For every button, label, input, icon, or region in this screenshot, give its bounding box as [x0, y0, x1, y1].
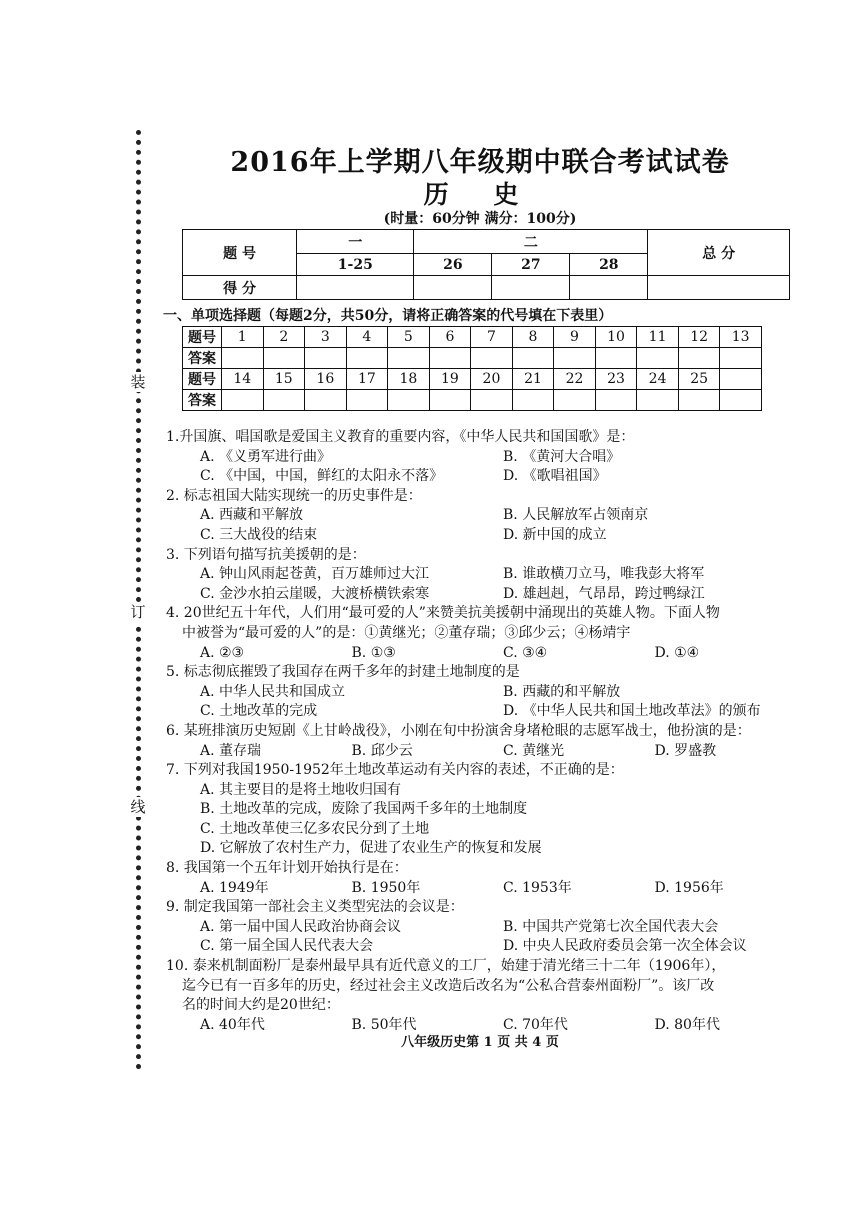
answer-cell[interactable] [720, 390, 762, 411]
answer-num: 23 [595, 369, 637, 390]
score-cell[interactable] [492, 276, 570, 300]
answer-cell[interactable] [720, 348, 762, 369]
answer-num: 13 [720, 327, 762, 348]
option-b: B. 土地改革的完成，废除了我国两千多年的土地制度 [200, 801, 528, 818]
answer-num: 22 [554, 369, 596, 390]
answer-cell[interactable] [678, 390, 720, 411]
answer-cell[interactable] [222, 390, 264, 411]
question-stem-continued: 中被誉为“最可爱的人”的是：①黄继光；②董存瑞；③邱少云；④杨靖宇 [182, 624, 631, 641]
option-a: A. 《义勇军进行曲》 [200, 448, 332, 465]
question-8 [166, 859, 806, 898]
question-stem: 5. 标志彻底摧毁了我国存在两千多年的封建土地制度的是 [166, 664, 520, 681]
answer-num: 6 [429, 327, 471, 348]
option-a: A. 第一届中国人民政治协商会议 [200, 918, 402, 935]
answer-cell[interactable] [637, 348, 679, 369]
binding-char-ding: 订 [128, 602, 148, 622]
option-b: B. 邱少云 [351, 742, 413, 759]
options [166, 918, 806, 957]
option-c: C. 1953年 [503, 879, 572, 896]
answer-num: 10 [595, 327, 637, 348]
option-c: C. 土地改革使三亿多农民分到了土地 [200, 820, 430, 837]
options [166, 448, 806, 487]
answer-num-label: 题号 [183, 369, 222, 390]
option-c: C. 《中国，中国，鲜红的太阳永不落》 [200, 468, 444, 485]
option-a: A. ②③ [200, 644, 245, 661]
answer-cell[interactable] [429, 390, 471, 411]
option-d: D. 《歌唱祖国》 [503, 468, 607, 485]
score-subcol: 27 [492, 254, 570, 276]
score-col-label: 题 号 [183, 230, 297, 276]
option-b: B. 人民解放军占领南京 [503, 507, 649, 524]
answer-num: 2 [263, 327, 305, 348]
score-cell[interactable] [414, 276, 492, 300]
option-c: C. 第一届全国人民代表大会 [200, 938, 374, 955]
question-10 [166, 957, 806, 1035]
option-d: D. 80年代 [654, 1016, 720, 1033]
answer-cell[interactable] [595, 348, 637, 369]
answer-cell[interactable] [305, 348, 347, 369]
answer-ans-label: 答案 [183, 348, 222, 369]
option-c: C. 70年代 [503, 1016, 568, 1033]
option-d: D. 中央人民政府委员会第一次全体会议 [503, 938, 747, 955]
question-1 [166, 428, 806, 487]
answer-cell[interactable] [678, 348, 720, 369]
score-row-label: 得 分 [183, 276, 297, 300]
answer-num: 7 [471, 327, 513, 348]
option-d: D. 1956年 [654, 879, 724, 896]
answer-num [720, 369, 762, 390]
options [166, 644, 806, 664]
answer-num: 9 [554, 327, 596, 348]
option-c: C. 三大战役的结束 [200, 526, 318, 543]
option-c: C. 黄继光 [503, 742, 565, 759]
answer-cell[interactable] [554, 390, 596, 411]
score-section-two: 二 [414, 230, 648, 254]
answer-num: 1 [222, 327, 264, 348]
score-section-one: 一 [297, 230, 414, 254]
option-d: D. 新中国的成立 [503, 526, 607, 543]
options [166, 742, 806, 762]
option-b: B. 50年代 [351, 1016, 417, 1033]
answer-num: 21 [512, 369, 554, 390]
binding-char-zhuang: 装 [128, 372, 148, 392]
answer-num: 12 [678, 327, 720, 348]
option-b: B. 《黄河大合唱》 [503, 448, 621, 465]
answer-cell[interactable] [595, 390, 637, 411]
exam-time-info: (时量：60分钟 满分：100分) [383, 211, 577, 227]
answer-table [182, 326, 762, 411]
answer-num: 16 [305, 369, 347, 390]
answer-cell[interactable] [429, 348, 471, 369]
answer-num: 8 [512, 327, 554, 348]
question-5 [166, 663, 806, 722]
answer-cell[interactable] [512, 390, 554, 411]
option-a: A. 中华人民共和国成立 [200, 683, 346, 700]
answer-cell[interactable] [346, 390, 388, 411]
option-c: C. 土地改革的完成 [200, 703, 318, 720]
answer-num: 5 [388, 327, 430, 348]
options [166, 781, 806, 859]
binding-dotted-line [136, 130, 141, 1070]
answer-cell[interactable] [305, 390, 347, 411]
option-a: A. 董存瑞 [200, 742, 262, 759]
exam-title: 2016年上学期八年级期中联合考试试卷 [230, 147, 730, 178]
option-d: D. ①④ [654, 644, 700, 661]
exam-subject: 历 史 [423, 180, 537, 209]
question-7 [166, 761, 806, 859]
score-cell[interactable] [297, 276, 414, 300]
answer-num: 15 [263, 369, 305, 390]
question-stem: 4. 20世纪五十年代，人们用“最可爱的人”来赞美抗美援朝中涌现出的英雄人物。下面人物 [166, 605, 720, 622]
option-a: A. 西藏和平解放 [200, 507, 304, 524]
score-cell[interactable] [570, 276, 648, 300]
option-a: A. 钟山风雨起苍黄，百万雄师过大江 [200, 566, 430, 583]
options [166, 565, 806, 604]
question-9 [166, 898, 806, 957]
options [166, 506, 806, 545]
question-6 [166, 722, 806, 761]
answer-cell[interactable] [512, 348, 554, 369]
option-a: A. 1949年 [200, 879, 269, 896]
option-c: C. ③④ [503, 644, 548, 661]
question-3 [166, 546, 806, 605]
answer-num: 24 [637, 369, 679, 390]
answer-cell[interactable] [388, 348, 430, 369]
option-c: C. 金沙水拍云崖暖，大渡桥横铁索寒 [200, 585, 430, 602]
score-total-label: 总 分 [648, 230, 790, 276]
option-d: D. 雄赳赳，气昂昂，跨过鸭绿江 [503, 585, 705, 602]
option-d: D. 它解放了农村生产力，促进了农业生产的恢复和发展 [200, 840, 542, 857]
option-b: B. ①③ [351, 644, 396, 661]
score-subcol: 1-25 [297, 254, 414, 276]
score-subcol: 26 [414, 254, 492, 276]
answer-cell[interactable] [471, 390, 513, 411]
options [166, 683, 806, 722]
question-4 [166, 604, 806, 663]
answer-num: 18 [388, 369, 430, 390]
answer-num: 19 [429, 369, 471, 390]
answer-ans-label: 答案 [183, 390, 222, 411]
answer-cell[interactable] [388, 390, 430, 411]
answer-num: 3 [305, 327, 347, 348]
question-list [166, 428, 806, 1035]
answer-num: 25 [678, 369, 720, 390]
question-stem: 7. 下列对我国1950-1952年土地改革运动有关内容的表述，不正确的是： [166, 762, 624, 779]
options [166, 879, 806, 899]
section-one-heading: 一、单项选择题（每题2分，共50分，请将正确答案的代号填在下表里） [163, 308, 613, 324]
score-cell[interactable] [648, 276, 790, 300]
option-b: B. 西藏的和平解放 [503, 683, 621, 700]
question-stem: 1.升国旗、唱国歌是爱国主义教育的重要内容，《中华人民共和国国歌》是： [166, 429, 635, 445]
page-footer: 八年级历史第 1 页 共 4 页 [401, 1035, 559, 1050]
question-stem: 6. 某班排演历史短剧《上甘岭战役》，小刚在旬中扮演舍身堵枪眼的志愿军战士，他扮演的是： [166, 722, 751, 739]
option-a: A. 其主要目的是将土地收归国有 [200, 781, 402, 798]
question-stem: 3. 下列语句描写抗美援朝的是： [166, 546, 366, 563]
answer-cell[interactable] [263, 348, 305, 369]
answer-cell[interactable] [263, 390, 305, 411]
question-stem: 8. 我国第一个五年计划开始执行是在： [166, 860, 408, 877]
answer-cell[interactable] [222, 348, 264, 369]
question-stem: 10. 泰来机制面粉厂是泰州最早具有近代意义的工厂，始建于清光绪三十二年（1906年）， [166, 958, 726, 975]
option-a: A. 40年代 [200, 1016, 265, 1033]
answer-cell[interactable] [346, 348, 388, 369]
question-stem: 2. 标志祖国大陆实现统一的历史事件是： [166, 487, 422, 504]
score-subcol: 28 [570, 254, 648, 276]
answer-num: 4 [346, 327, 388, 348]
answer-cell[interactable] [637, 390, 679, 411]
option-d: D. 罗盛教 [654, 742, 717, 759]
binding-char-xian: 线 [128, 797, 148, 817]
answer-cell[interactable] [471, 348, 513, 369]
answer-cell[interactable] [554, 348, 596, 369]
question-2 [166, 487, 806, 546]
answer-num: 11 [637, 327, 679, 348]
option-b: B. 谁敢横刀立马，唯我彭大将军 [503, 566, 705, 583]
option-b: B. 1950年 [351, 879, 421, 896]
question-stem: 9. 制定我国第一部社会主义类型宪法的会议是： [166, 899, 464, 916]
answer-num: 17 [346, 369, 388, 390]
answer-num: 14 [222, 369, 264, 390]
question-stem-continued: 迄今已有一百多年的历史，经过社会主义改造后改名为“公私合营泰州面粉厂”。该厂改 [182, 977, 715, 994]
answer-num: 20 [471, 369, 513, 390]
option-d: D. 《中华人民共和国土地改革法》的颁布 [503, 703, 761, 720]
answer-num-label: 题号 [183, 327, 222, 348]
score-table [182, 229, 790, 300]
question-stem-continued: 名的时间大约是20世纪： [182, 997, 340, 1014]
option-b: B. 中国共产党第七次全国代表大会 [503, 918, 719, 935]
